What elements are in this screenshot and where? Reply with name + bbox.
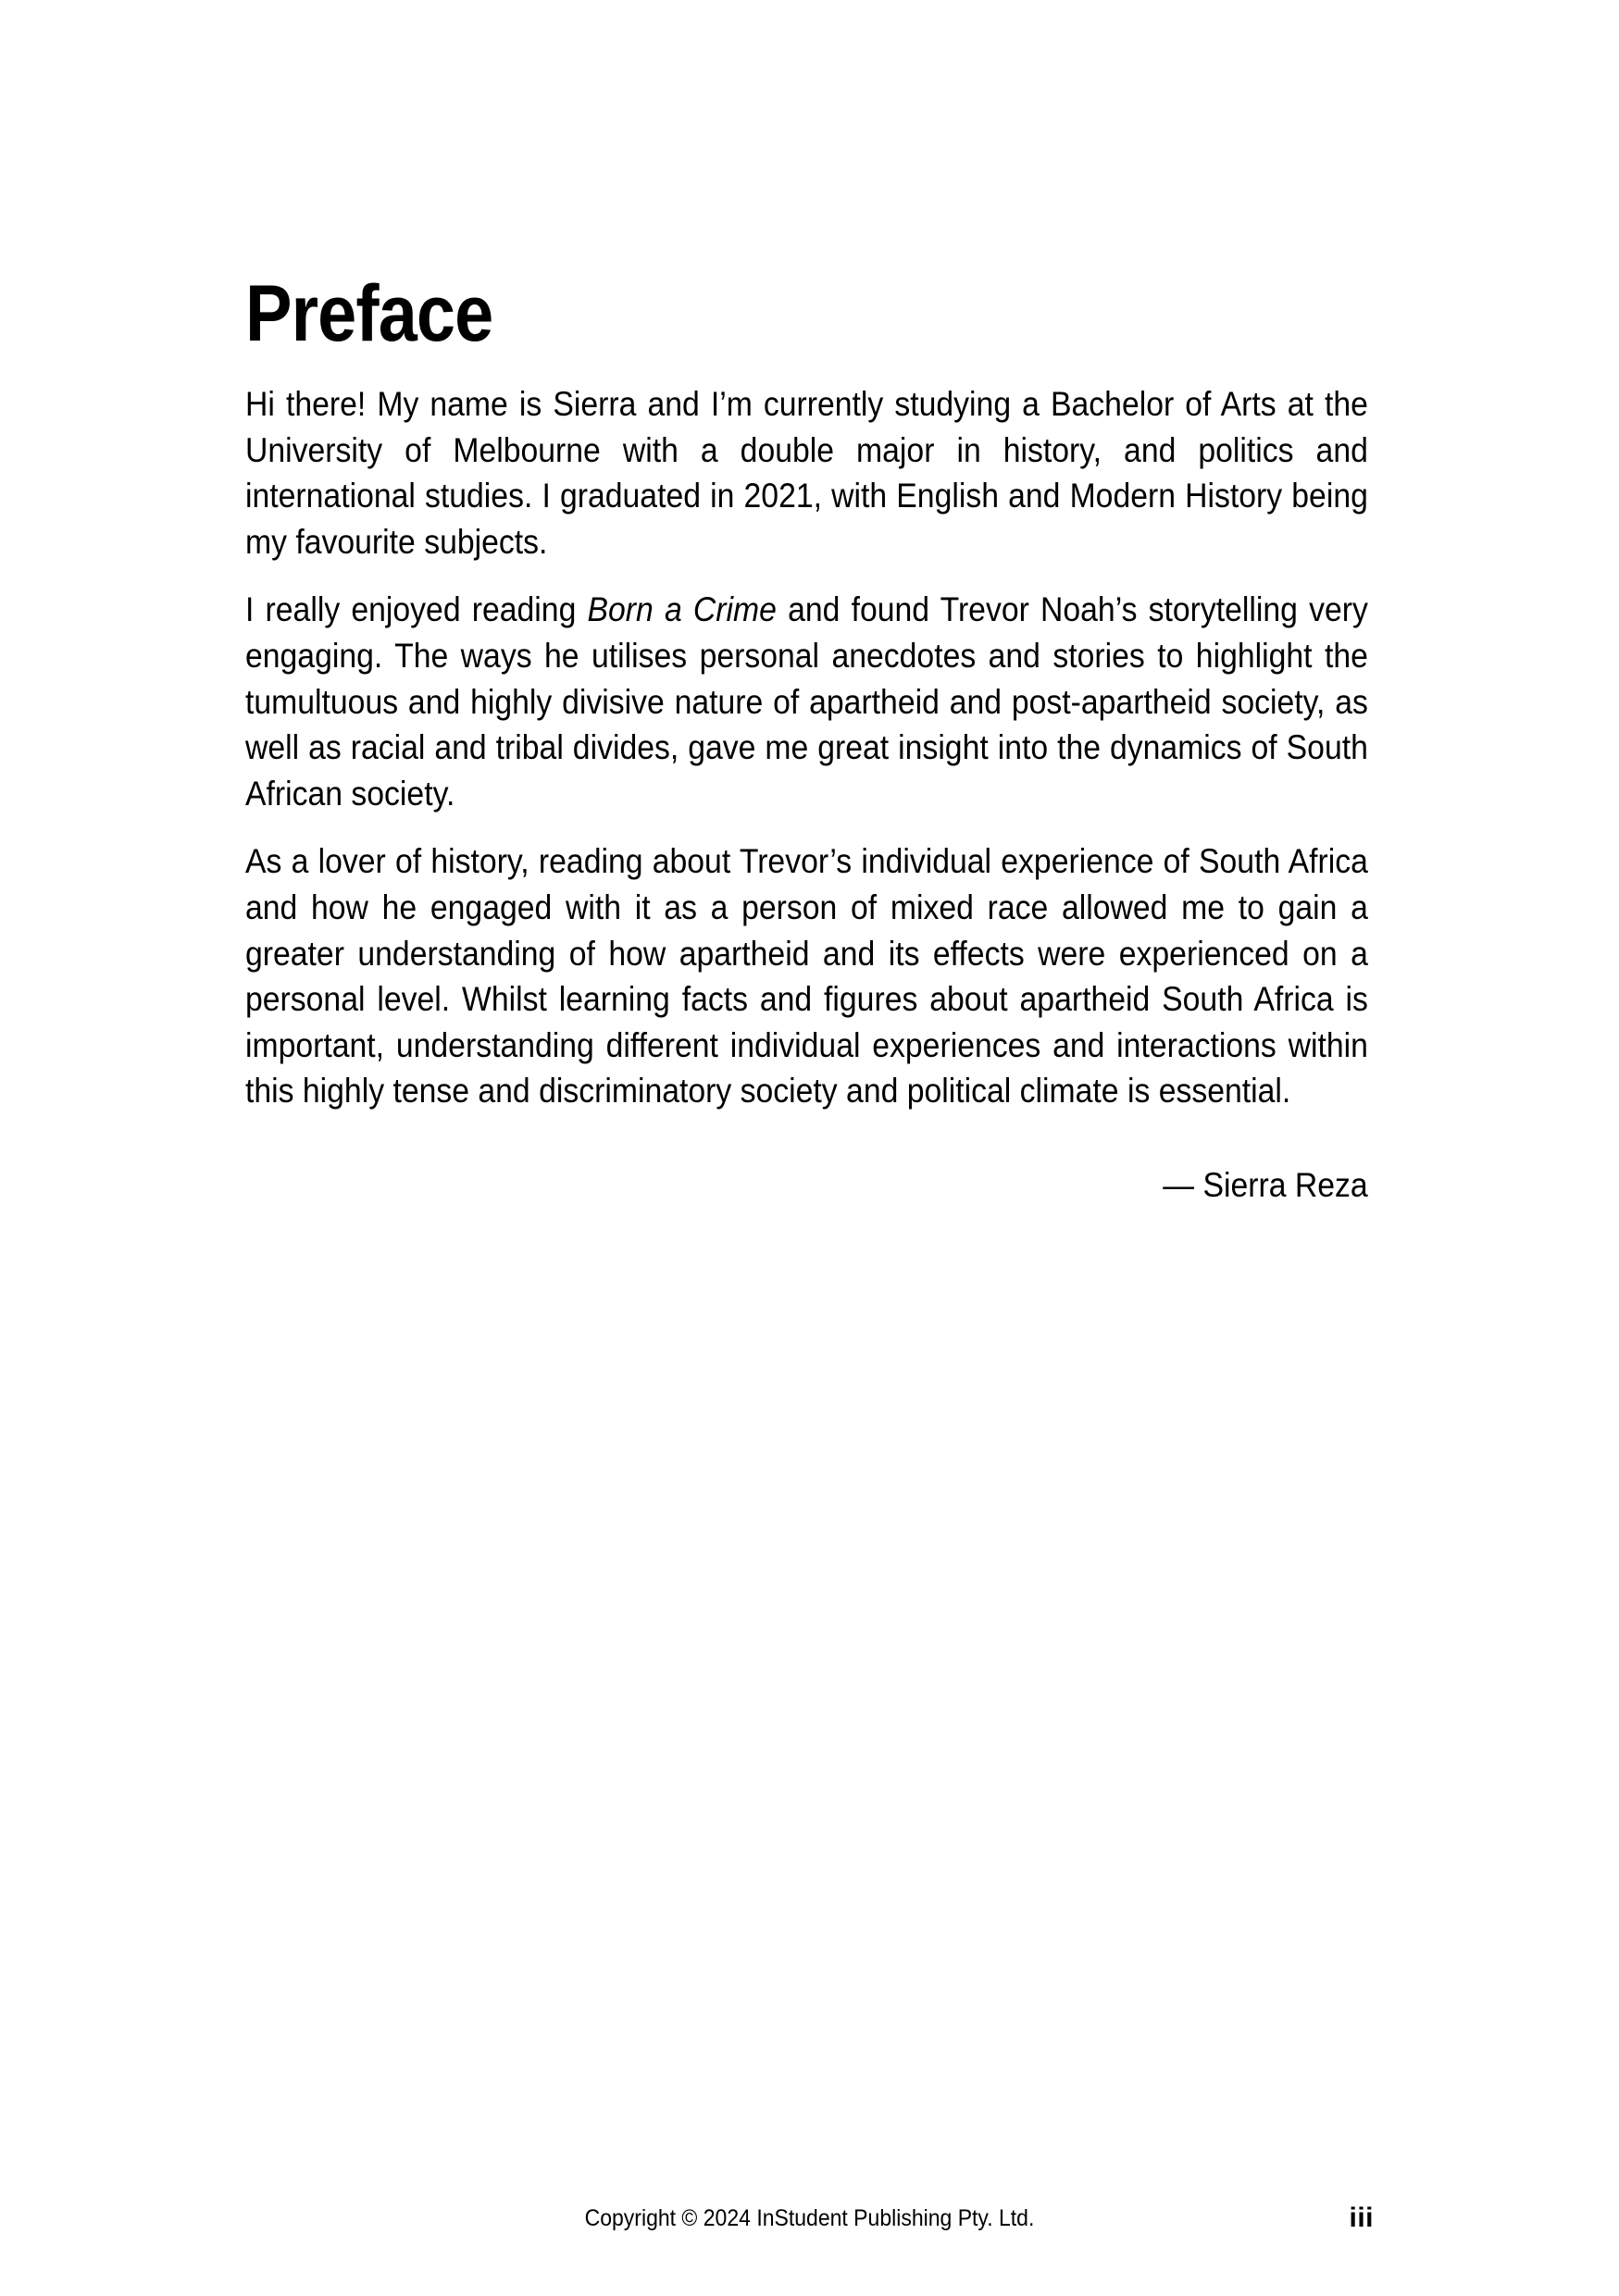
preface-paragraph-1: Hi there! My name is Sierra and I’m currently studying a Bachelor of Arts at the University of Melbourne with a double major in history, and politics and international studies. I graduated in 2021, with English and Modern History being my favourite subjects. [245, 384, 1368, 561]
page-content [245, 269, 1368, 1209]
author-signature: — Sierra Reza [1163, 1164, 1368, 1204]
book-title-italic: Born a Crime [587, 590, 777, 629]
preface-paragraph-2: I really enjoyed reading Born a Crime and found Trevor Noah’s storytelling very engaging. The ways he utilises personal anecdotes and stories to highlight the tumultuous and highly divisive nature of apartheid and post-apartheid society, as well as racial and tribal divides, gave me great insight into the dynamics of South African society. [245, 590, 1368, 813]
page-title: Preface [245, 269, 493, 358]
page-footer [0, 2203, 1619, 2240]
preface-paragraph-3: As a lover of history, reading about Trevor’s individual experience of South Africa and how he engaged with it as a person of mixed race allowed me to gain a greater understanding of how apartheid and its effects were experienced on a personal level. Whilst learning facts and figures about apartheid South Africa is important, understanding different individual experiences and interactions within this highly tense and discriminatory society and political climate is essential. [245, 841, 1368, 1111]
copyright-notice: Copyright © 2024 InStudent Publishing Pty. Ltd. [584, 2205, 1035, 2231]
page-number: iii [1349, 2203, 1374, 2233]
